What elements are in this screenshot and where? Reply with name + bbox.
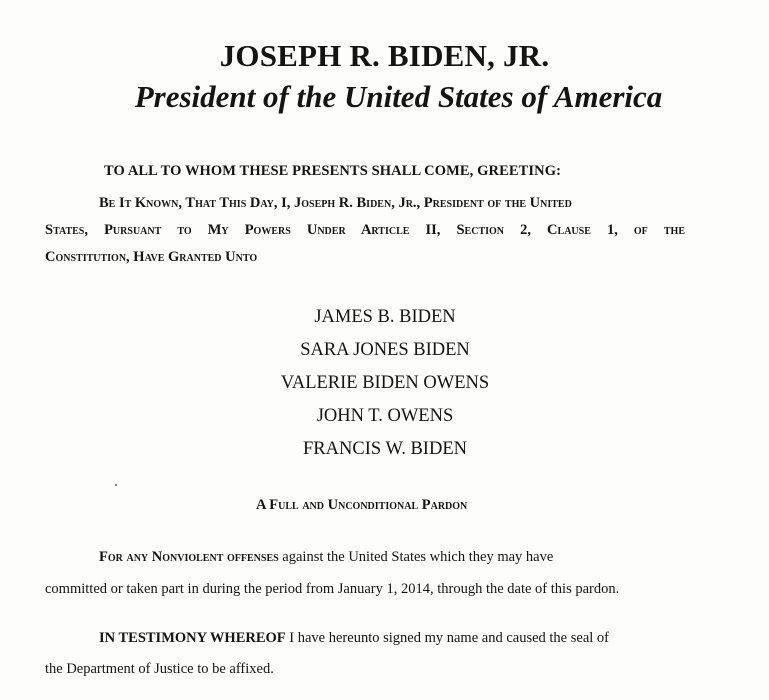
grantee-name: JOHN T. OWENS — [316, 406, 454, 426]
testimony-lead-text: IN TESTIMONY WHEREOF — [99, 630, 286, 646]
greeting-line: TO ALL TO WHOM THESE PRESENTS SHALL COME, GREETING: — [104, 163, 562, 179]
declaration-line-2: States, Pursuant to My Powers Under Article II, Section 2, Clause 1, of the — [45, 222, 685, 238]
testimony-paragraph-line-2: the Department of Justice to be affixed. — [45, 661, 274, 677]
declaration-line-3: Constitution, Have Granted Unto — [45, 249, 258, 265]
scope-line-1-text: against the United States which they may have — [278, 549, 554, 565]
scope-paragraph-line-2: committed or taken part in during the period from January 1, 2014, through the date of this pardon. — [45, 581, 620, 597]
grantee-name: VALERIE BIDEN OWENS — [280, 373, 490, 393]
declaration-line-1: Be It Known, That This Day, I, Joseph R. Biden, Jr., President of the United — [99, 195, 572, 211]
grantee-name: SARA JONES BIDEN — [300, 340, 470, 360]
pardon-title: A Full and Unconditional Pardon — [256, 497, 468, 513]
testimony-paragraph-line-1 — [99, 628, 609, 648]
grantee-name: FRANCIS W. BIDEN — [303, 439, 467, 459]
grantee-name: JAMES B. BIDEN — [314, 307, 456, 327]
president-title-heading: President of the United States of America — [134, 79, 663, 114]
testimony-line-1-text: I have hereunto signed my name and caused the seal of — [285, 630, 609, 646]
scope-lead-text: For any Nonviolent offenses — [99, 549, 279, 565]
scan-speck — [115, 484, 117, 486]
scope-paragraph-line-1 — [99, 547, 553, 567]
president-name-heading: JOSEPH R. BIDEN, JR. — [219, 38, 550, 73]
